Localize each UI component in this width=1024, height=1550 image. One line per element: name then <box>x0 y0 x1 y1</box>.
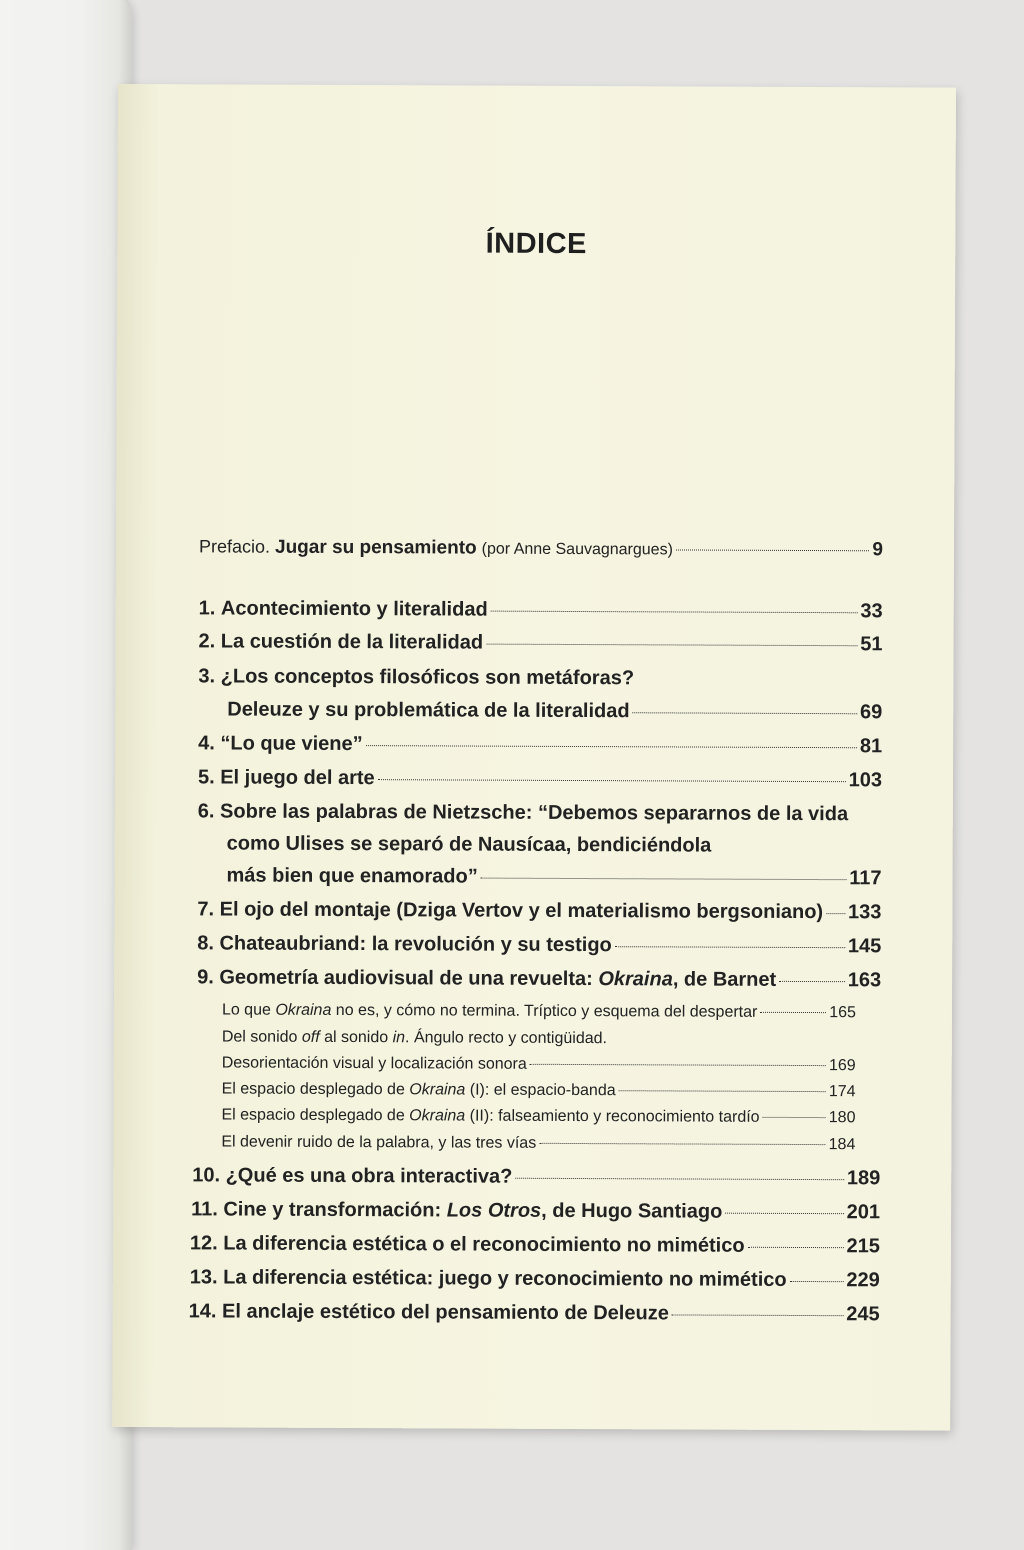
entry-number: 12. <box>189 1232 218 1255</box>
entry-title: La diferencia estética o el reconocimiento no mimético <box>223 1232 745 1257</box>
entry-title: “Lo que viene” <box>220 732 363 756</box>
page-number: 103 <box>848 769 883 792</box>
entry-number: 5. <box>197 766 215 789</box>
preface-author: (por Anne Sauvagnargues) <box>481 540 673 559</box>
toc-entry-preface <box>199 536 883 561</box>
entry-title-part: , de Hugo Santiago <box>541 1199 723 1223</box>
page-number: 33 <box>860 600 883 623</box>
toc-entry-11 <box>191 1198 880 1224</box>
toc-entry-4 <box>198 732 882 758</box>
toc-entry-5 <box>198 766 882 792</box>
toc-entry-7 <box>197 898 881 924</box>
entry-title <box>219 966 776 991</box>
toc-entry-12 <box>190 1232 880 1258</box>
page-number: 201 <box>846 1201 881 1224</box>
leader-dots <box>676 549 869 551</box>
entry-number: 1. <box>198 597 216 620</box>
page-number: 169 <box>828 1057 856 1075</box>
toc-subentry-4 <box>222 1080 856 1101</box>
leader-dots <box>615 946 845 948</box>
page-number: 117 <box>849 867 882 890</box>
entry-title-line2: como Ulises se separó de Nausícaa, bendiciéndola <box>226 832 712 857</box>
entry-number: 8. <box>197 932 214 955</box>
subentry-part: no es, y cómo no termina. Tríptico y esquema del despertar <box>331 1001 758 1021</box>
page-number: 189 <box>846 1167 881 1190</box>
entry-title: La cuestión de la literalidad <box>220 630 484 654</box>
toc-entry-14 <box>189 1300 880 1326</box>
page-number: 184 <box>828 1136 856 1154</box>
page-number: 9 <box>872 539 884 561</box>
subentry-part: al sonido <box>319 1028 393 1047</box>
subentry-italic: in <box>392 1029 406 1047</box>
leader-dots <box>378 779 846 782</box>
leader-dots <box>486 644 857 647</box>
page-number: 174 <box>828 1083 856 1101</box>
subentry-title <box>222 1080 616 1100</box>
toc-subentry-2 <box>222 1028 607 1048</box>
leader-dots <box>779 981 845 982</box>
preface-label: Prefacio. <box>198 536 271 557</box>
subentry-part: Del sonido <box>221 1028 302 1046</box>
subentry-part: El espacio desplegado de <box>221 1080 410 1099</box>
entry-number: 13. <box>189 1266 218 1289</box>
subentry-part: El espacio desplegado de <box>221 1106 410 1125</box>
entry-title-part: Geometría audiovisual de una revuelta: <box>219 966 599 991</box>
toc-entry-3-cont <box>227 698 882 724</box>
entry-title-italic: Los Otros <box>446 1199 542 1222</box>
subentry-title <box>222 1001 757 1021</box>
entry-title: El anclaje estético del pensamiento de Deleuze <box>221 1300 669 1325</box>
entry-number: 4. <box>198 732 215 755</box>
subentry-part: . Ángulo recto y contigüidad. <box>405 1029 608 1048</box>
page-number: 69 <box>859 701 883 724</box>
entry-title: Chateaubriand: la revolución y su testigo <box>219 932 612 957</box>
toc-entry-6 <box>198 800 848 826</box>
entry-number: 9. <box>197 966 214 989</box>
page-number: 165 <box>829 1004 856 1022</box>
entry-title: El juego del arte <box>220 766 375 790</box>
page-number: 51 <box>860 633 883 656</box>
entry-title: Acontecimiento y literalidad <box>220 597 488 621</box>
leader-dots <box>491 611 858 614</box>
entry-title-part: Cine y transformación: <box>223 1198 447 1222</box>
subentry-italic: Okraina <box>409 1081 466 1099</box>
leader-dots <box>672 1314 843 1316</box>
toc-entry-8 <box>197 932 881 958</box>
page-number: 245 <box>846 1303 880 1326</box>
subentry-italic: Okraina <box>275 1001 332 1019</box>
entry-title-line1: ¿Los conceptos filosóficos son metáforas? <box>220 665 635 690</box>
page-number: 163 <box>847 969 882 992</box>
book-page <box>112 84 956 1431</box>
toc-subentry-6 <box>221 1133 855 1154</box>
page-number: 145 <box>847 935 882 958</box>
entry-title: El ojo del montaje (Dziga Vertov y el materialismo bergsoniano) <box>219 898 824 924</box>
entry-number: 2. <box>198 630 216 653</box>
toc-subentry-5 <box>221 1106 855 1127</box>
entry-title-part: , de Barnet <box>672 968 777 991</box>
entry-number: 6. <box>197 800 215 823</box>
entry-title-line3: más bien que enamorado” <box>226 864 478 888</box>
entry-number: 10. <box>192 1164 221 1187</box>
entry-number: 11. <box>191 1198 218 1221</box>
leader-dots <box>481 878 847 881</box>
toc-entry-3 <box>198 665 634 690</box>
leader-dots <box>725 1213 843 1215</box>
page-number: 215 <box>846 1235 880 1258</box>
subentry-title: Desorientación visual y localización sonora <box>221 1054 527 1073</box>
subentry-italic: off <box>301 1028 320 1046</box>
toc-entry-6-line2 <box>227 832 712 857</box>
toc-entry-6-cont <box>226 864 881 890</box>
toc-subentry-1 <box>222 1001 856 1022</box>
page-number: 133 <box>847 901 882 924</box>
toc-subentry-3 <box>222 1054 856 1075</box>
subentry-italic: Okraina <box>409 1107 466 1125</box>
entry-title: ¿Qué es una obra interactiva? <box>225 1164 513 1188</box>
toc-entry-2 <box>199 630 883 656</box>
leader-dots <box>748 1247 844 1248</box>
leader-dots <box>760 1012 826 1013</box>
entry-number: 3. <box>198 665 216 688</box>
entry-number: 7. <box>197 898 215 921</box>
subentry-title <box>221 1106 759 1126</box>
leader-dots <box>619 1090 826 1092</box>
leader-dots <box>366 745 857 748</box>
leader-dots <box>826 913 845 914</box>
page-number: 229 <box>846 1269 880 1292</box>
entry-title-italic: Okraina <box>598 968 673 991</box>
leader-dots <box>790 1281 844 1282</box>
entry-title-line1: Sobre las palabras de Nietzsche: “Debemos separarnos de la vida <box>220 800 849 826</box>
leader-dots <box>530 1064 826 1066</box>
toc-entry-10 <box>192 1164 880 1190</box>
subentry-part: (II): falseamiento y reconocimiento tardío <box>465 1107 760 1126</box>
page-number: 180 <box>828 1109 856 1127</box>
leader-dots <box>633 712 857 714</box>
leader-dots <box>763 1117 826 1118</box>
entry-number: 14. <box>188 1300 217 1323</box>
entry-title <box>223 1198 722 1223</box>
toc-entry-1 <box>199 597 883 623</box>
subentry-part: Lo que <box>221 1001 276 1019</box>
page-title: ÍNDICE <box>485 227 588 261</box>
subentry-title: El devenir ruido de la palabra, y las tres vías <box>221 1133 537 1152</box>
page-number: 81 <box>859 735 883 758</box>
toc-entry-13 <box>190 1266 880 1292</box>
toc-entry-9 <box>197 966 881 992</box>
preface-title: Jugar su pensamiento <box>274 536 477 559</box>
subentry-part: (I): el espacio-banda <box>465 1081 616 1100</box>
leader-dots <box>515 1178 844 1180</box>
entry-title-line2: Deleuze y su problemática de la literalidad <box>227 698 630 723</box>
leader-dots <box>539 1143 825 1145</box>
entry-title: La diferencia estética: juego y reconocimiento no mimético <box>223 1266 787 1291</box>
